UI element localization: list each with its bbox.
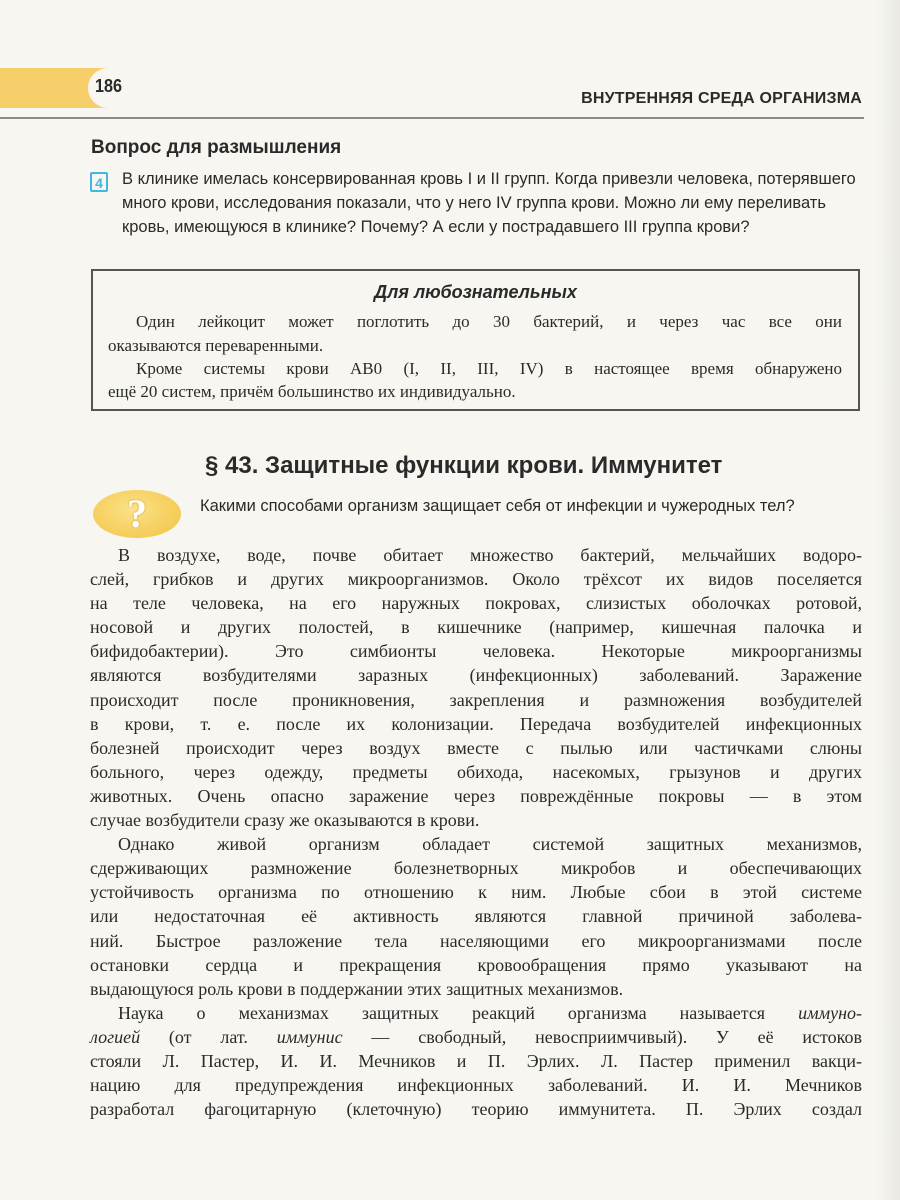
text-line: являются возбудителями заразных (инфекционных) заболеваний. Заражение [90,665,862,686]
text-segment: (от лат. [140,1026,277,1047]
text-line [90,1001,862,1025]
text-line: ний. Быстрое разложение тела населяющими его микроорганизмами после [90,930,862,951]
question-mark-icon: ? [93,490,181,538]
text-line: нацию для предупреждения инфекционных заболеваний. И. И. Мечников [90,1075,862,1096]
text-line: или недостаточная её активность являются главной причиной заболева- [90,906,862,927]
text-line: бифидобактерии). Это симбионты человека. Некоторые микроорганизмы [90,641,862,662]
text-line: устойчивость организма по отношению к ним. Любые сбои в этой системе [90,882,862,903]
text-line: В воздухе, воде, почве обитает множество бактерий, мельчайших водоро- [118,545,862,565]
text-line: случае возбудители сразу же оказываются в крови. [90,810,480,831]
question-number-icon: 4 [90,172,108,192]
text-line: больного, через одежду, предметы обихода, насекомых, грызунов и других [90,761,862,782]
curious-box-line: оказываются переваренными. [108,336,324,355]
paragraph [90,832,862,1001]
text-line: животных. Очень опасно заражение через повреждённые покровы — в этом [90,785,862,806]
curious-box-line: ещё 20 систем, причём большинство их индивидуально. [108,382,516,401]
text-line: остановки сердца и прекращения кровообращения прямо указывают на [90,954,862,975]
paragraph [90,1001,862,1121]
text-line: сдерживающих размножение болезнетворных микробов и обеспечивающих [90,858,862,879]
text-line: Однако живой организм обладает системой защитных механизмов, [118,834,862,855]
text-line: стояли Л. Пастер, И. И. Мечников и П. Эрлих. Л. Пастер применил вакци- [90,1050,862,1071]
paragraph [90,543,862,832]
text-line: разработал фагоцитарную (клеточную) теорию иммунитета. П. Эрлих создал [90,1099,862,1120]
italic-term: логией [90,1026,141,1047]
question-text: В клинике имелась консервированная кровь I и II групп. Когда привезли человека, потерявшего много крови, исследования показали, что у него IV группа крови. Можно ли ему переливать кровь, имеющуюся в клинике? Почему? А если у пострадавшего III группа крови? [122,170,856,236]
text-line: в крови, т. е. после их колонизации. Передача возбудителей инфекционных [90,713,862,734]
curious-box-title: Для любознательных [374,282,577,302]
text-segment: — свободный, невосприимчивый). У её истоков [342,1026,862,1047]
question-heading: Вопрос для размышления [91,137,342,158]
running-title: ВНУТРЕННЯЯ СРЕДА ОРГАНИЗМА [581,90,862,107]
curious-box-line: Кроме системы крови AB0 (I, II, III, IV) в настоящее время обнаружено [136,359,842,378]
text-line [90,1025,862,1049]
body-text [90,543,862,1121]
text-line: слей, грибков и других микроорганизмов. Около трёхсот их видов поселяется [90,569,862,590]
header-divider [0,117,864,119]
curious-box-line: Один лейкоцит может поглотить до 30 бактерий, и через час все они [136,312,842,331]
text-line: выдающуюся роль крови в поддержании этих защитных механизмов. [90,978,624,999]
text-line: на теле человека, на его наружных покровах, слизистых оболочках ротовой, [90,593,862,614]
text-segment: Наука о механизмах защитных реакций организма называется [118,1002,799,1023]
page-edge-shadow [876,0,900,1200]
section-title: § 43. Защитные функции крови. Иммунитет [205,452,723,479]
italic-term: иммунис [276,1026,343,1047]
page-number: 186 [95,76,123,96]
text-line: носовой и других полостей, в кишечнике (например, кишечная палочка и [90,617,862,638]
text-line: болезней происходит через воздух вместе с пылью или частичками слюны [90,737,862,758]
text-line: происходит после проникновения, закрепления и размножения возбудителей [90,689,862,710]
section-intro-question: Какими способами организм защищает себя от инфекции и чужеродных тел? [200,497,795,515]
italic-term: иммуно- [798,1002,862,1023]
